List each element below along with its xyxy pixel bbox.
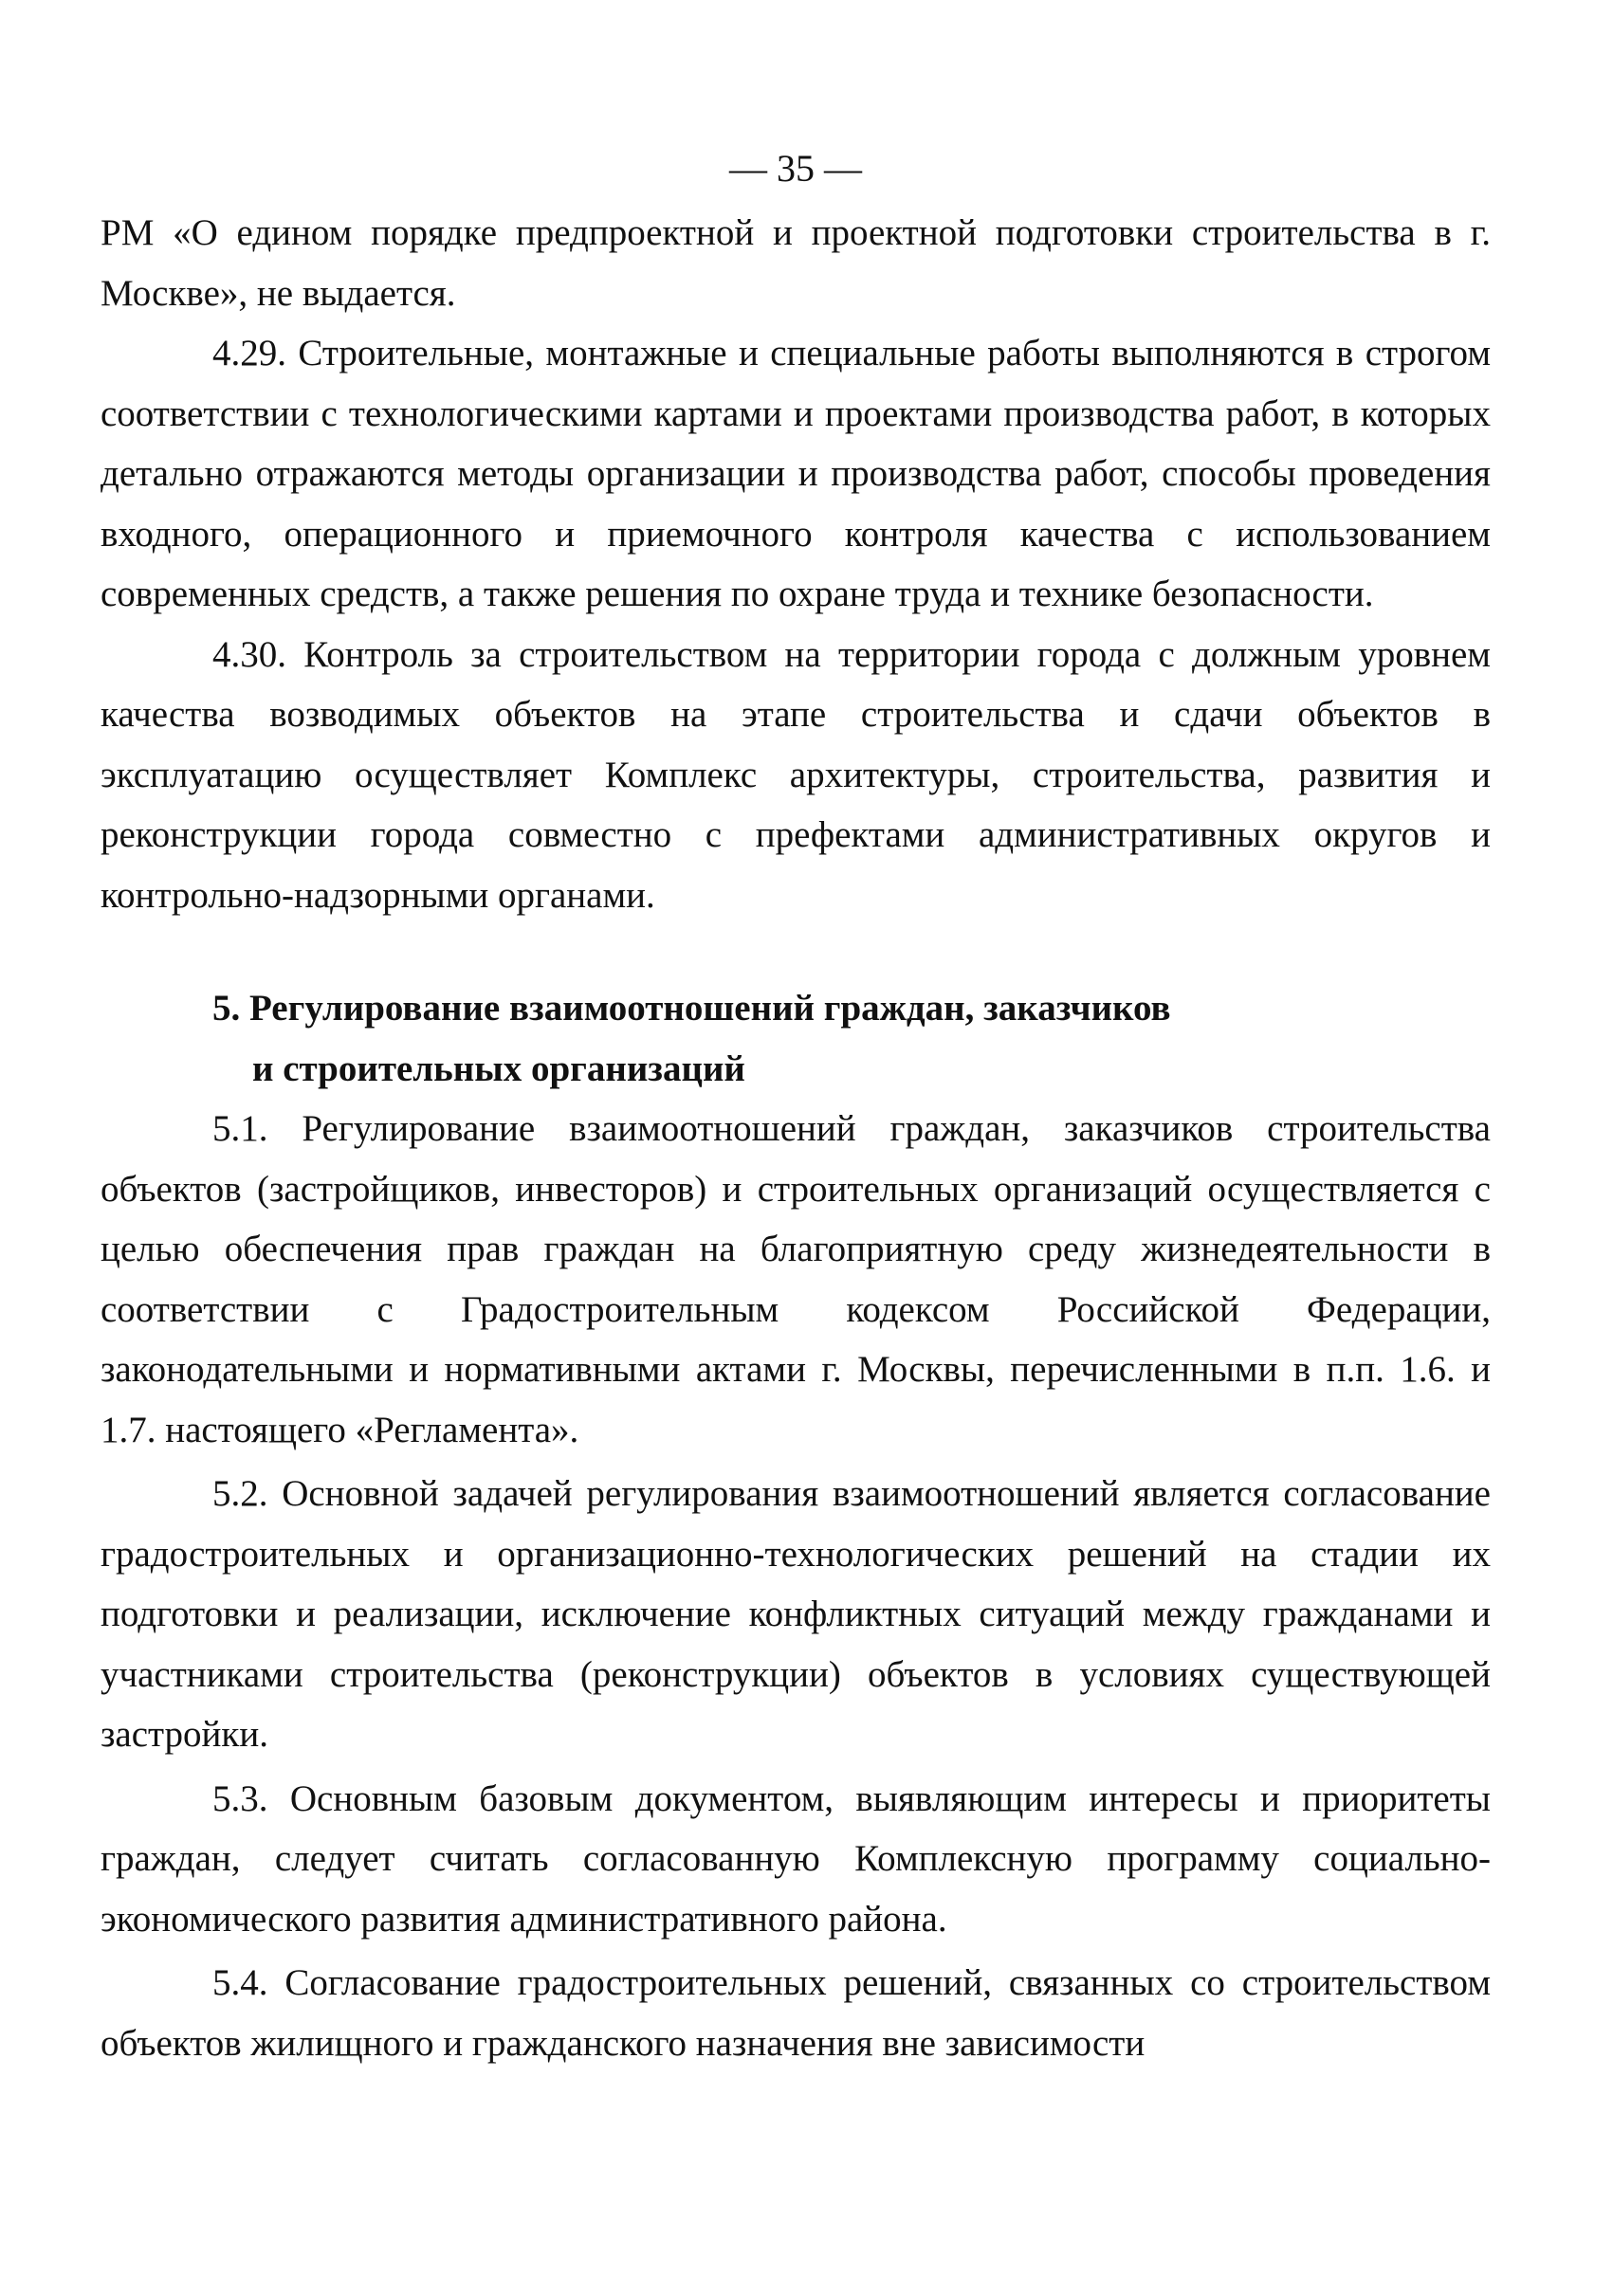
paragraph-5-2: 5.2. Основной задачей регулирования взаимоотношений является согласование градостроительных и организационно-технологических решений на стадии их подготовки и реализации, исключение конфликтных ситуаций между гражданами и участниками строительства (реконструкции) объектов в условиях существующей застройки.	[101, 1473, 1491, 1755]
paragraph-5-3: 5.3. Основным базовым документом, выявляющим интересы и приоритеты граждан, следует считать согласованную Комплексную программу социально-экономического развития административного района.	[101, 1777, 1491, 1940]
paragraph-5-1: 5.1. Регулирование взаимоотношений граждан, заказчиков строительства объектов (застройщиков, инвесторов) и строительных организаций осуществляется с целью обеспечения прав граждан на благоприятную среду жизнедеятельности в соответствии с Градостроительным кодексом Российской Федерации, законодательными и нормативными актами г. Москвы, перечисленными в п.п. 1.6. и 1.7. настоящего «Регламента».	[101, 1108, 1491, 1450]
paragraph-5-4: 5.4. Согласование градостроительных решений, связанных со строительством объектов жилищного и гражданского назначения вне зависимости	[101, 1962, 1491, 2064]
paragraph-4-29: 4.29. Строительные, монтажные и специальные работы выполняются в строгом соответствии с технологическими картами и проектами производства работ, в которых детально отражаются методы организации и производства работ, способы проведения входного, операционного и приемочного контроля качества с использованием современных средств, а также решения по охране труда и технике безопасности.	[101, 333, 1491, 614]
page-number: — 35 —	[729, 147, 862, 190]
document-page	[101, 142, 1491, 2073]
paragraph-continuation: РМ «О едином порядке предпроектной и проектной подготовки строительства в г. Москве», не выдается.	[101, 212, 1491, 314]
section-5-heading-line2: и строительных организаций	[252, 1048, 745, 1089]
paragraph-4-30: 4.30. Контроль за строительством на территории города с должным уровнем качества возводимых объектов на этапе строительства и сдачи объектов в эксплуатацию осуществляет Комплекс архитектуры, строительства, развития и реконструкции города совместно с префектами административных округов и контрольно-надзорными органами.	[101, 633, 1491, 916]
section-5-heading-line1: 5. Регулирование взаимоотношений граждан, заказчиков	[212, 988, 1171, 1029]
section-5-heading	[101, 978, 1491, 1099]
